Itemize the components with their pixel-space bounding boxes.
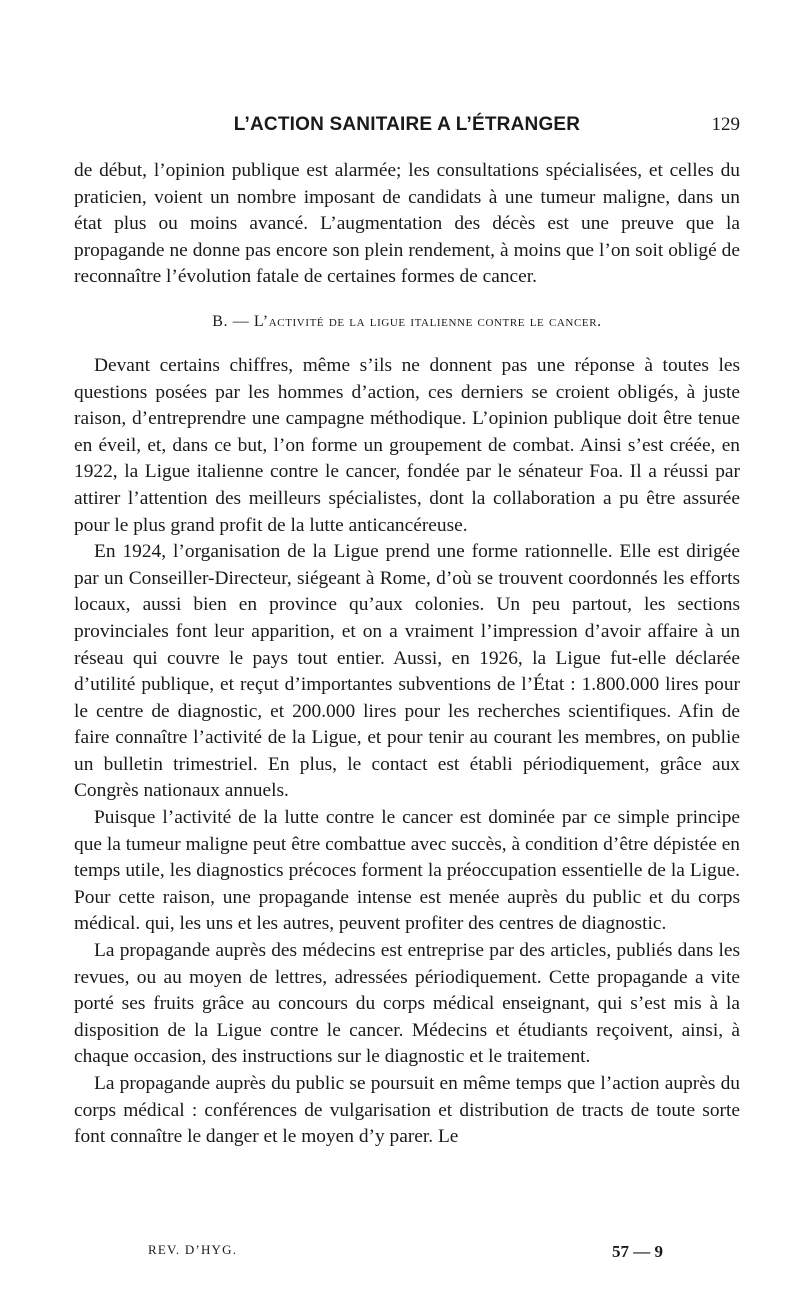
- paragraph: La propagande auprès du public se poursuit en même temps que l’action auprès du corps médical : conférences de vulgarisation et distribution de tracts de toute sorte font connaître le danger et le moyen d’y parer. Le: [74, 1073, 740, 1148]
- paragraph: Puisque l’activité de la lutte contre le cancer est dominée par ce simple principe que la tumeur maligne peut être combattue avec succès, à condition d’être dépistée en temps utile, les diagnostics précoces forment la préoccupation essentielle de la Ligue. Pour cette raison, une propagande intense est menée auprès du public et du corps médical. qui, les uns et les autres, peuvent profiter des centres de diagnostic.: [74, 807, 740, 935]
- section-heading: B. — L’activité de la ligue italienne contre le cancer.: [212, 312, 602, 330]
- running-head: [74, 114, 740, 142]
- running-title: L’ACTION SANITAIRE A L’ÉTRANGER: [233, 114, 581, 135]
- paragraph: En 1924, l’organisation de la Ligue prend une forme rationnelle. Elle est dirigée par un Conseiller-Directeur, siégeant à Rome, d’où se trouvent coordonnés les efforts locaux, aussi bien en province qu’aux colonies. Un peu partout, les sections provinciales font leur apparition, et on a vraiment l’impression d’avoir affaire à un réseau qui couvre le pays tout entier. Aussi, en 1926, la Ligue fut-elle déclarée d’utilité publique, et reçut d’importantes subventions de l’État : 1.800.000 lires pour le centre de diagnostic, et 200.000 lires pour les recherches scientifiques. Afin de faire connaître l’activité de la Ligue, et pour tenir au courant les membres, on publie un bulletin trimestriel. En plus, le contact est établi périodiquement, grâce aux Congrès nationaux annuels.: [74, 541, 740, 802]
- paragraph: Devant certains chiffres, même s’ils ne donnent pas une réponse à toutes les questions posées par les hommes d’action, ces derniers se croient obligés, à juste raison, d’entreprendre une campagne méthodique. L’opinion publique doit être tenue en éveil, et, dans ce but, l’on forme un groupement de combat. Ainsi s’est créée, en 1922, la Ligue italienne contre le cancer, fondée par le sénateur Foa. Il a réussi par attirer l’attention des meilleurs spécialistes, dont la collaboration a pu être assurée pour le plus grand profit de la lutte anticancéreuse.: [74, 354, 740, 536]
- page-footer: [74, 1242, 740, 1266]
- page-number: 129: [711, 114, 740, 135]
- paragraph-continuation: de début, l’opinion publique est alarmée; les consultations spécialisées, et celles du praticien, voient un nombre imposant de candidats à une tumeur maligne, dans un état plus ou moins avancé. L’augmentation des décès est une preuve que la propagande ne donne pas encore son plein rendement, à moins que l’on soit obligé de reconnaître l’évolution fatale de certaines formes de cancer.: [74, 160, 740, 288]
- body-text: [74, 158, 740, 1151]
- signature-mark: 57 — 9: [612, 1242, 663, 1261]
- paragraph: La propagande auprès des médecins est entreprise par des articles, publiés dans les revues, ou au moyen de lettres, adressées périodiquement. Cette propagande a vite porté ses fruits grâce au concours du corps médical enseignant, qui s’est mis à la disposition de la Ligue contre le cancer. Médecins et étudiants reçoivent, ainsi, à chaque occasion, des instructions sur le diagnostic et le traitement.: [74, 940, 740, 1068]
- journal-abbreviation: REV. D’HYG.: [148, 1242, 238, 1257]
